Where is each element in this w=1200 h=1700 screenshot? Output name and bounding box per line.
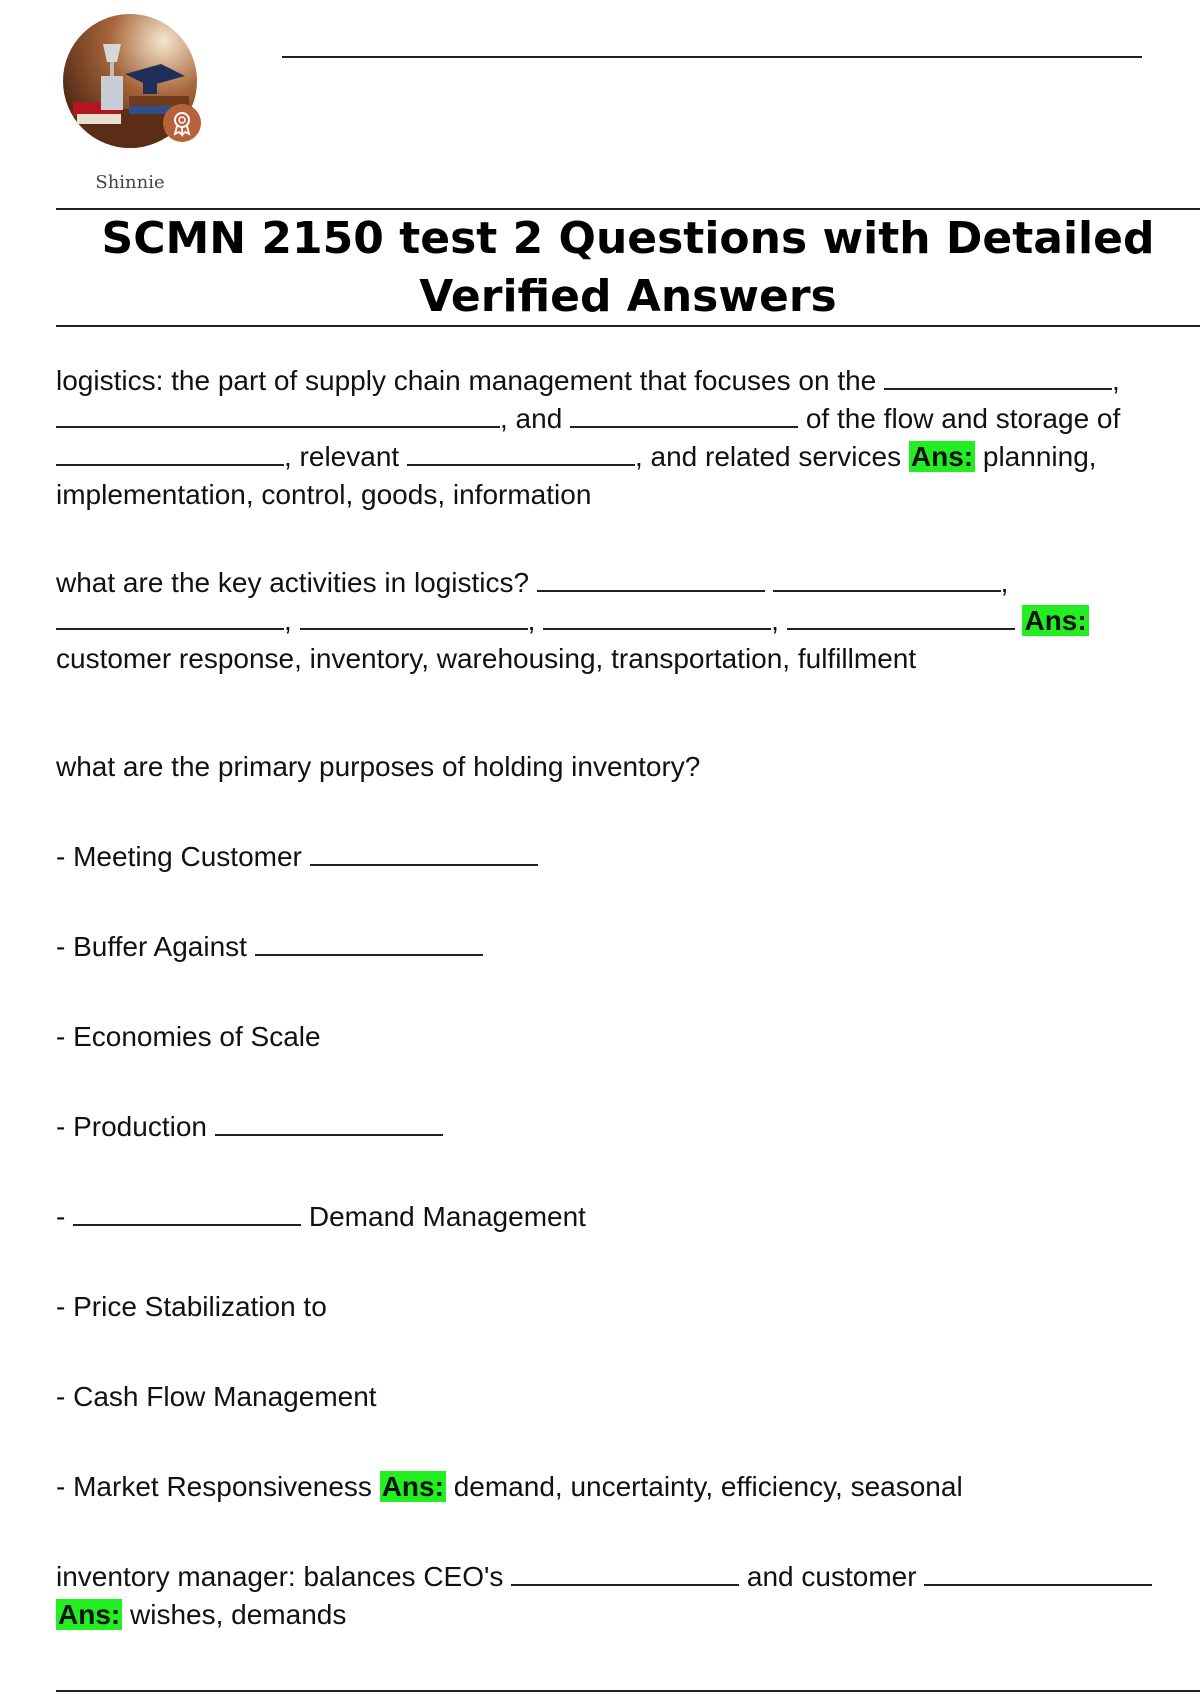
blank xyxy=(924,1560,1152,1586)
blank xyxy=(310,840,538,866)
blank xyxy=(56,440,284,466)
question-inventory-manager: inventory manager: balances CEO's and customer Ans: wishes, demands xyxy=(56,1558,1176,1634)
answer-text: customer response, inventory, warehousing, transportation, fulfillment xyxy=(56,643,917,674)
footer-rule xyxy=(56,1690,1200,1692)
award-badge-icon xyxy=(163,104,201,142)
title-line-2: Verified Answers xyxy=(419,271,837,322)
blank xyxy=(255,930,483,956)
blank xyxy=(570,402,798,428)
blank xyxy=(300,604,528,630)
question-list xyxy=(56,362,1176,1634)
avatar xyxy=(63,14,197,148)
answer-label: Ans: xyxy=(381,1471,444,1502)
list-item: - Production xyxy=(56,1108,1176,1146)
page-title xyxy=(56,210,1200,326)
blank xyxy=(407,440,635,466)
question-logistics: logistics: the part of supply chain management that focuses on the , , and of the flow and storage of , relevant , and related services Ans: planning, implementation, control, goods, information xyxy=(56,365,1121,510)
blank xyxy=(511,1560,739,1586)
blank xyxy=(215,1110,443,1136)
author-name: Shinnie xyxy=(95,172,165,193)
blank xyxy=(537,566,765,592)
question-inventory-purposes: what are the primary purposes of holding inventory? xyxy=(56,751,701,782)
blank xyxy=(773,566,1001,592)
list-item: - Price Stabilization to xyxy=(56,1291,327,1322)
answer-label: Ans: xyxy=(58,1599,121,1630)
list-item: - Buffer Against xyxy=(56,928,1176,966)
list-item: - Market Responsiveness Ans: demand, uncertainty, efficiency, seasonal xyxy=(56,1471,963,1502)
answer-label: Ans: xyxy=(910,441,974,472)
list-item: - Cash Flow Management xyxy=(56,1381,377,1412)
blank xyxy=(56,402,500,428)
list-item: - Demand Management xyxy=(56,1201,586,1232)
list-item: - Economies of Scale xyxy=(56,1021,321,1052)
blank xyxy=(543,604,771,630)
blank xyxy=(884,364,1112,390)
title-line-1: SCMN 2150 test 2 Questions with Detailed xyxy=(101,213,1155,264)
blank xyxy=(787,604,1015,630)
blank xyxy=(73,1200,301,1226)
list-item: - Meeting Customer xyxy=(56,838,1176,876)
title-rule-bottom xyxy=(56,325,1200,327)
answer-text: planning, implementation, control, goods, information xyxy=(56,441,1097,510)
name-blank-line xyxy=(282,56,1142,58)
blank xyxy=(56,604,284,630)
answer-label: Ans: xyxy=(1024,605,1087,636)
answer-text: wishes, demands xyxy=(122,1599,347,1630)
question-key-activities: what are the key activities in logistics? , , , , Ans: customer response, inventory, warehousing, transportation, fulfillment xyxy=(56,567,1087,674)
answer-text: demand, uncertainty, efficiency, seasonal xyxy=(445,1471,963,1502)
